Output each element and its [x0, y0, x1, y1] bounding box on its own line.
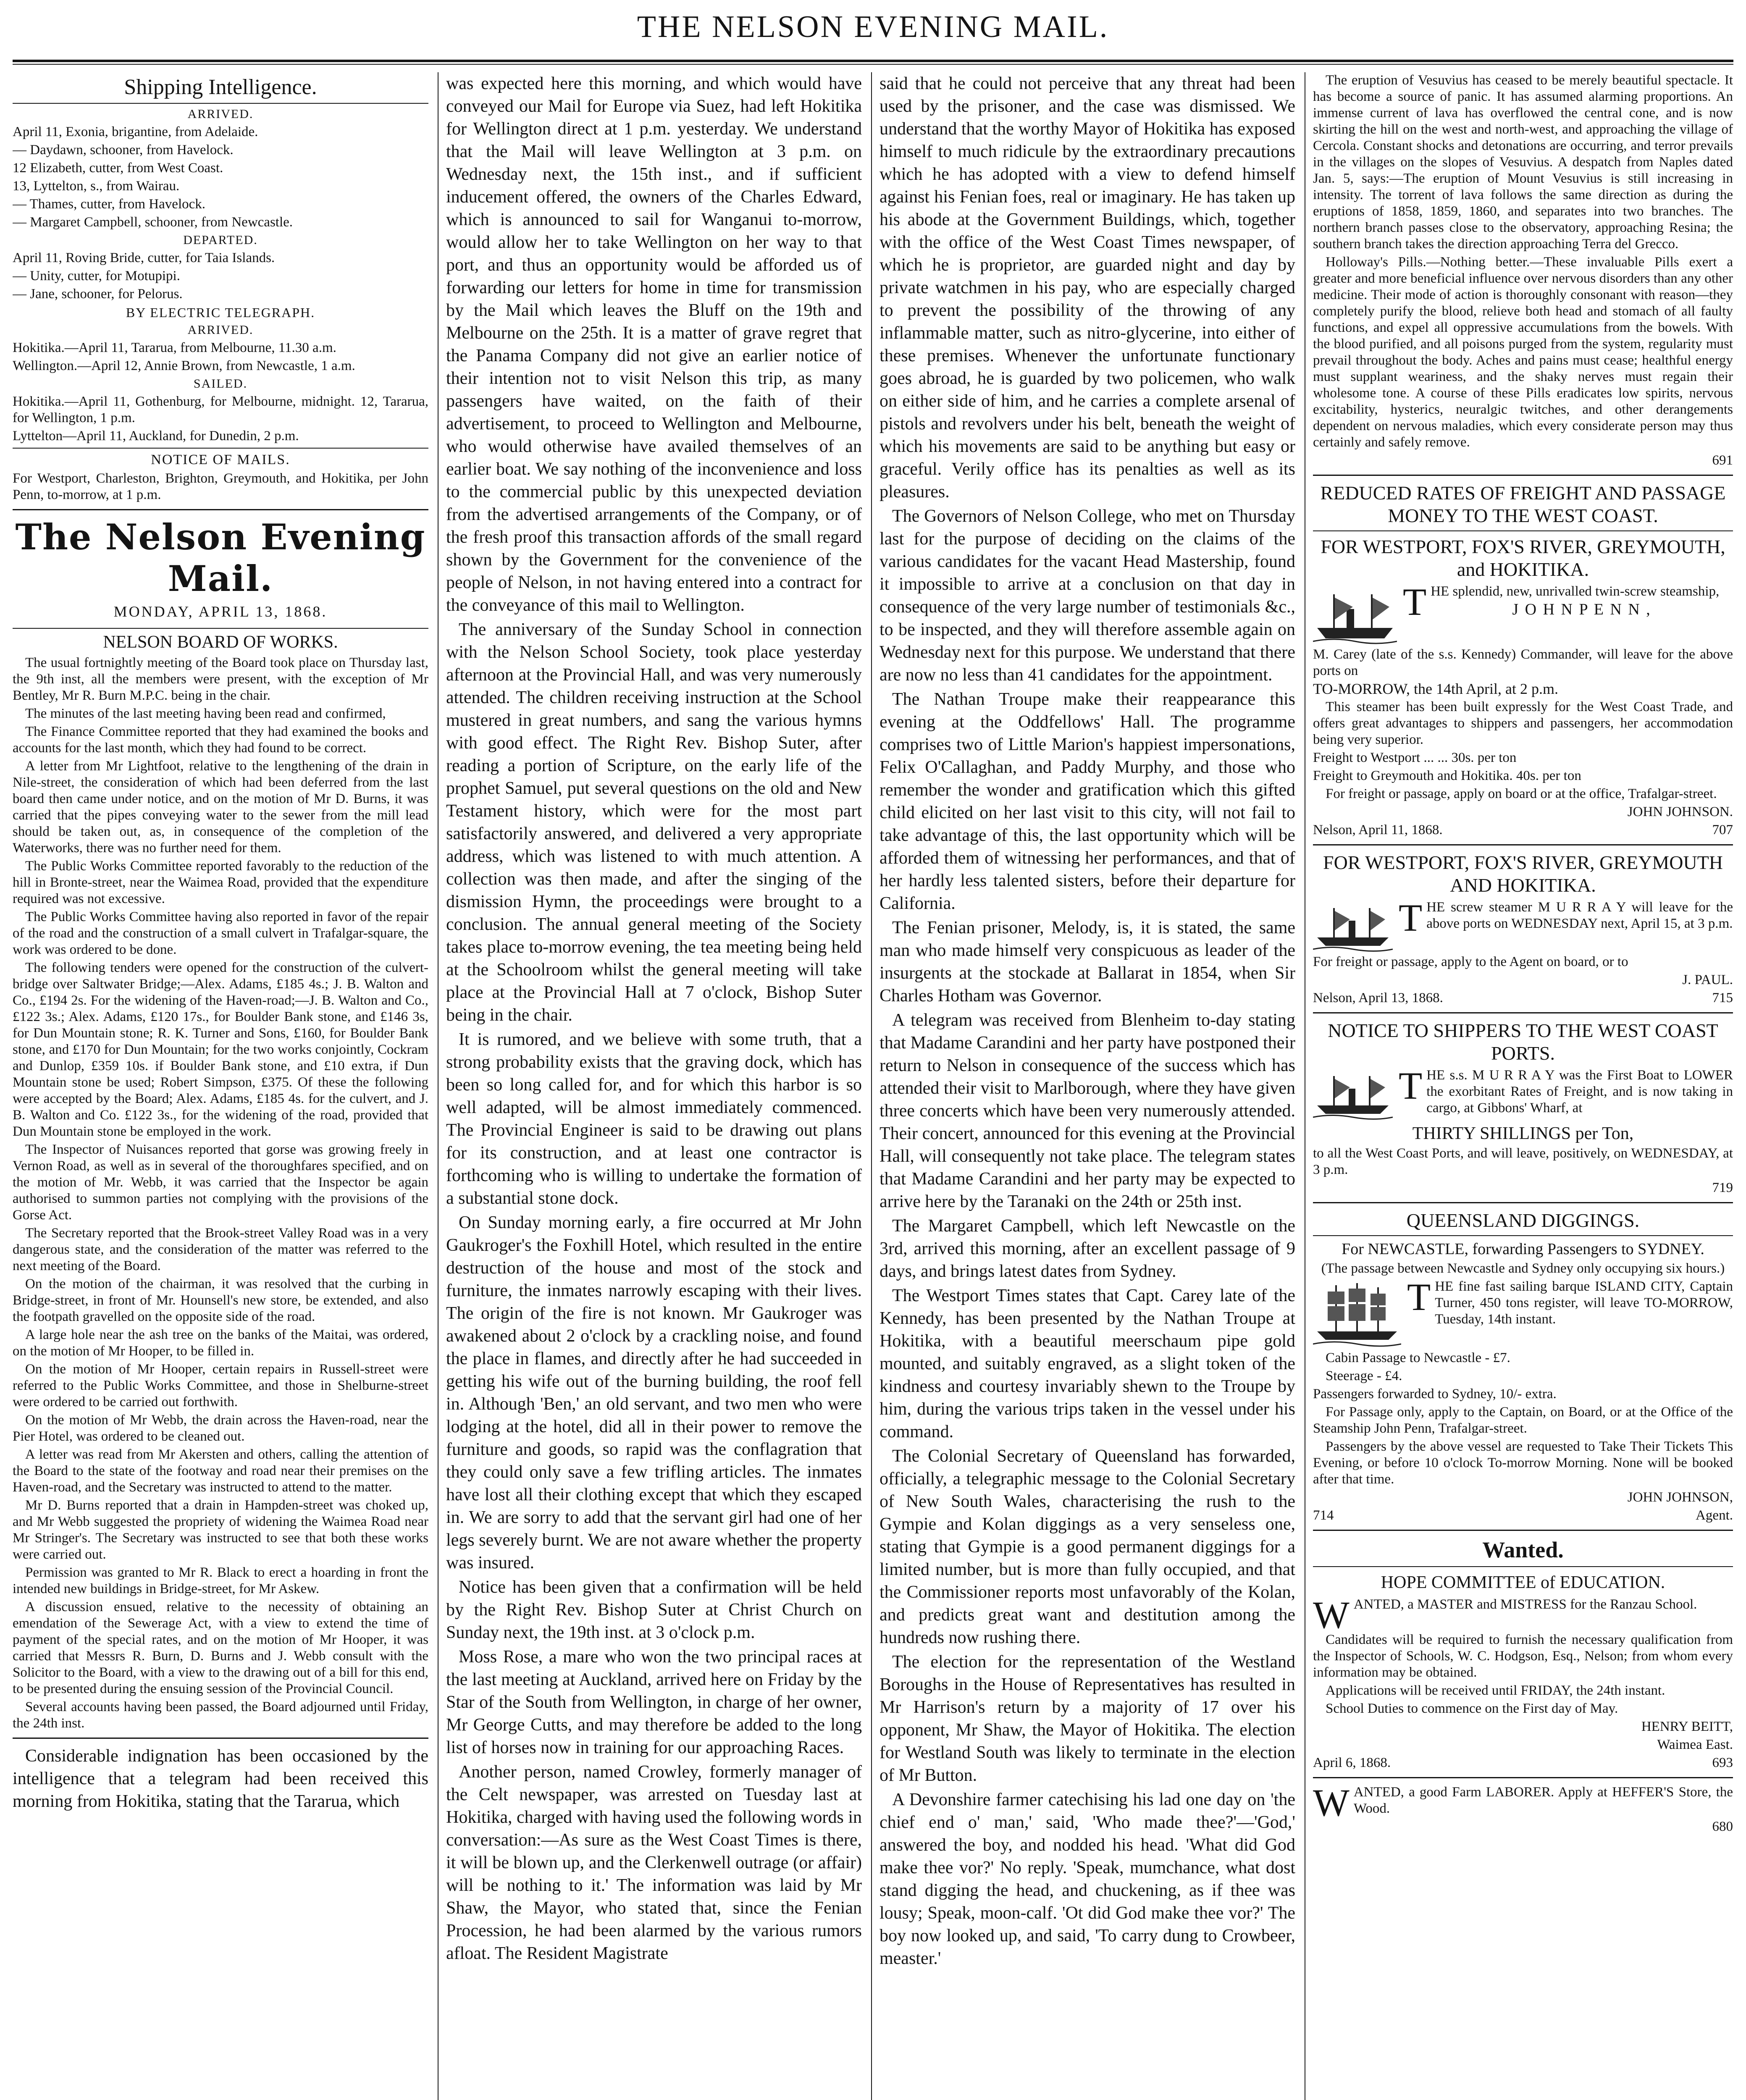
shipping-line: 13, Lyttelton, s., from Wairau.: [13, 178, 180, 194]
divider: [13, 448, 428, 449]
article-paragraph: A discussion ensued, relative to the necessity of obtaining an emendation of the Sewerage Act, with a view to extend the time of payment of the special rates, and on the motion of Mr Hooper, it was carried that Messrs R. Burn, D. Burns and J. Webb consult with the Solicitor to the Board, with a view to the drawing out of a bill for this end, to be presented during the ensuing session of the Provincial Council.: [13, 1599, 428, 1696]
divider: [1313, 475, 1733, 476]
article-paragraph: was expected here this morning, and which would have conveyed our Mail for Europe via Suez, had left Hokitika for Wellington direct at 1 p.m. yesterday. We understand that the Mail will leave Wellington at 3 p.m. on Wednesday next, the 15th inst., and if sufficient inducement offered, the owners of the Charles Edward, which is announced to sail for Wanganui to-morrow, would allow her to take Wellington on her way to that port, and thus an opportunity would be afforded us of forwarding our letters for home in time for transmission by the Mail which leaves the Bluff on the 19th and Melbourne on the 25th. It is a matter of grave regret that the Panama Company did not give an earlier notice of their intention not to visit Nelson this trip, as many passengers have waited, on the faith of their advertisement, to proceed to Wellington and Melbourne, who would otherwise have availed themselves of an earlier boat. We say nothing of the inconvenience and loss to the commercial public by this unexpected deviation from the advertised arrangements of the Company, or of the fresh proof this transaction affords of the small regard shown by the Government for the convenience of the people of Nelson, in not having entered into a contract for the conveyance of this mail to Wellington.: [446, 74, 862, 615]
price-line: THIRTY SHILLINGS per Ton,: [1412, 1124, 1634, 1143]
advertisement-text: This steamer has been built expressly for the West Coast Trade, and offers great advantages to shippers and passengers, her accommodation being very superior.: [1313, 699, 1733, 747]
ad-heading: NOTICE TO SHIPPERS TO THE WEST COAST PORTS.: [1328, 1020, 1718, 1064]
article-paragraph: The usual fortnightly meeting of the Board took place on Thursday last, the 9th inst, all the members were present, with the exception of Mr Bentley, Mr R. Burn M.P.C. being in the chair.: [13, 655, 428, 703]
ad-signature: JOHN JOHNSON.: [1627, 804, 1733, 819]
ad-agent: Agent.: [1696, 1508, 1733, 1523]
advertisement-text: ANTED, a good Farm LABORER. Apply at HEFFER'S Store, the Wood.: [1353, 1785, 1733, 1816]
advertisement-text: Applications will be received until FRIDAY, the 24th instant.: [1326, 1683, 1665, 1698]
article-paragraph: A letter from Mr Lightfoot, relative to the lengthening of the drain in Nile-street, the consideration of which had been deferred from the last board then came under notice, and on the motion of Mr D. Burns, it was carried that the pipes conveying water to the sewer from the mill lead should be taken out, as, in consequence of the completion of the Waterworks, there was no further need for them.: [13, 759, 428, 856]
board-heading: NELSON BOARD OF WORKS.: [103, 633, 338, 652]
wanted-heading: Wanted.: [1482, 1537, 1564, 1562]
fare-line: Steerage - £4.: [1326, 1368, 1402, 1383]
article-paragraph: A telegram was received from Blenheim to-day stating that Madame Carandini and her party have postponed their return to Nelson in consequence of the success which has attended their visit to Marlborough, where they have given three concerts which have been very numerously attended. Their concert, announced for this evening at the Provincial Hall, will consequently not take place. The telegram states that Madame Carandini and her party may be expected to arrive here by the Taranaki on the 24th or 25th inst.: [880, 1011, 1295, 1211]
article-paragraph: Notice has been given that a confirmation will be held by the Right Rev. Bishop Suter at Christ Church on Sunday next, the 19th inst. at 3 o'clock p.m.: [446, 1578, 862, 1642]
divider: [1313, 844, 1733, 845]
freight-line: Freight to Westport ... ... 30s. per ton: [1313, 750, 1517, 765]
steamship-icon: [1313, 902, 1393, 952]
shipping-line: — Jane, schooner, for Pelorus.: [13, 286, 183, 302]
article-paragraph: Permission was granted to Mr R. Black to erect a hoarding in front the intended new buildings in Bridge-street, for Mr Askew.: [13, 1565, 428, 1596]
article-paragraph: The Public Works Committee reported favorably to the reduction of the hill in Bronte-street, near the Waimea Road, provided that the expenditure required was not excessive.: [13, 858, 428, 906]
ad-heading: REDUCED RATES OF FREIGHT AND PASSAGE MONEY TO THE WEST COAST.: [1320, 482, 1726, 526]
masthead-rule: [13, 60, 1733, 62]
article-paragraph: The Inspector of Nuisances reported that gorse was growing freely in Vernon Road, as well as in several of the thoroughfares specified, and on the motion of Mr. Webb, it was carried that the Inspector be again authorised to summon parties not complying with the provisions of the Gorse Act.: [13, 1142, 428, 1223]
ad-number: 715: [1712, 990, 1733, 1005]
article-paragraph: The Westport Times states that Capt. Carey late of the Kennedy, has been presented by the Nathan Troupe at Hokitika, with a beautiful meerschaum pipe gold mounted, and suitably engraved, as a slight token of the kindness and courtesy invariably shewn to the Troupe by him, during the various trips taken in the vessel under his command.: [880, 1286, 1295, 1441]
sailing-ship-icon: [1313, 1281, 1401, 1348]
ad-date: Nelson, April 13, 1868.: [1313, 990, 1443, 1005]
issue-date: MONDAY, APRIL 13, 1868.: [113, 603, 328, 620]
divider: [13, 628, 428, 629]
shipping-line: Hokitika.—April 11, Tararua, from Melbourne, 11.30 a.m.: [13, 340, 336, 355]
ad-note: (The passage between Newcastle and Sydney only occupying six hours.): [1321, 1261, 1725, 1276]
column-divider: [871, 72, 872, 2100]
advertisement: [1313, 1593, 1733, 1771]
article-paragraph: The minutes of the last meeting having been read and confirmed,: [25, 706, 386, 721]
ad-footer: [1313, 822, 1733, 838]
divider: [1313, 1012, 1733, 1013]
advertisement: [1313, 1278, 1733, 1524]
ad-signature: J. PAUL.: [1682, 972, 1733, 987]
ad-heading: FOR WESTPORT, FOX'S RIVER, GREYMOUTH AND HOKITIKA.: [1323, 852, 1723, 896]
ad-signature: HENRY BEITT,: [1641, 1719, 1733, 1734]
shipping-line: Hokitika.—April 11, Gothenburg, for Melbourne, midnight. 12, Tararua, for Wellington, 1 p.m.: [13, 394, 428, 425]
tel-arrived-label: ARRIVED.: [187, 323, 254, 337]
article-paragraph: A large hole near the ash tree on the banks of the Maitai, was ordered, on the motion of Mr Hooper, to be filled in.: [13, 1327, 428, 1359]
divider: [13, 509, 428, 510]
advertisement-text: Holloway's Pills.—Nothing better.—These invaluable Pills exert a greater and more beneficial influence over nervous disorders than any other medicine. Their mode of action is thoroughly consonant with reason—they completely purify the blood, relieve both head and stomach of all faulty functions, and expel all oppressive accumulations from the bowels. With the blood purified, and all poisons purged from the system, regularity must prevail throughout the body. Aches and pains must cease; healthful energy must supplant weariness, and the shaky nerves must regain their wholesome tone. A course of these Pills eradicates low spirits, nervous excitability, hysterics, neuralgic twitches, and other derangements dependent on nervous maladies, which every considerate person may thus certainly and safely remove.: [1313, 255, 1733, 450]
advertisement-text: to all the West Coast Ports, and will leave, positively, on WEDNESDAY, at 3 p.m.: [1313, 1146, 1733, 1177]
article-paragraph: The Secretary reported that the Brook-street Valley Road was in a very dangerous state, and the consideration of the matter was referred to the next meeting of the Board.: [13, 1226, 428, 1273]
article-paragraph: A letter was read from Mr Akersten and others, calling the attention of the Board to the state of the footway and road near their premises on the Haven-road, and the Secretary was instructed to attend to the matter.: [13, 1447, 428, 1495]
article-paragraph: Several accounts having been passed, the Board adjourned until Friday, the 24th inst.: [13, 1699, 428, 1731]
article-paragraph: The following tenders were opened for the construction of the culvert-bridge over Saltwater Bridge;—Alex. Adams, £185 4s.; J. B. Walton and Co., £194 2s. For the widening of the Haven-road;—J. B. Walton and Co., £122 3s.; Alex. Adams, £120 17s., for Boulder Bank stone, and £146 3s, for Dun Mountain stone; R. K. Turner and Sons, £160, for Boulder Bank stone, and £170 for Dun Mountain; for the two works conjointly, Cockram and Dunlop, £359 10s. if Boulder Bank stone, and £10 extra, if Dun Mountain stone be used; Robert Simpson, £375. Of these the following were accepted by the Board; Alex. Adams, £185 4s. for the culvert, and J. B. Walton and Co. £122 3s., for the widening of the road, provided that Dun Mountain stone be employed in the work.: [13, 960, 428, 1139]
ad-footer: [1313, 1507, 1733, 1524]
masthead-rule-thin: [13, 64, 1733, 65]
advertisement-text: HE s.s. M U R R A Y was the First Boat to LOWER the exorbitant Rates of Freight, and is now taking in cargo, at Gibbons' Wharf, at: [1426, 1068, 1733, 1116]
advertisement: [1313, 1781, 1733, 1837]
divider: [1313, 1566, 1733, 1567]
ad-subheading: For NEWCASTLE, forwarding Passengers to SYDNEY.: [1342, 1240, 1704, 1258]
steamship-icon: [1313, 1070, 1393, 1120]
shipping-line: April 11, Exonia, brigantine, from Adelaide.: [13, 124, 258, 139]
fare-line: Cabin Passage to Newcastle - £7.: [1326, 1350, 1510, 1365]
ad-number: 680: [1712, 1819, 1733, 1834]
divider: [1313, 1777, 1733, 1778]
article-paragraph: The Fenian prisoner, Melody, is, it is stated, the same man who made himself very conspicuous as leader of the insurgents at the stockade at Ballarat in 1854, when Sir Charles Hotham was Governor.: [880, 918, 1295, 1005]
divider: [13, 1738, 428, 1739]
article-paragraph: A Devonshire farmer catechising his lad one day on 'the chief end o' man,' said, 'Who made thee?'—'God,' answered the boy, and nodded his head. 'What did God make thee vor?' No reply. 'Speak, mumchance, what dost stand digging the head, and chuckening, as if thee was lousy; Speak, moon-calf. 'Ot did God make thee vor?' The boy now looked up, and said, 'To carry dung to Crowbeer, measter.': [880, 1790, 1295, 1968]
ad-number: 691: [1712, 453, 1733, 468]
column-1: [13, 72, 428, 2100]
article-paragraph: said that he could not perceive that any threat had been used by the prisoner, and the case was dismissed. We understand that the worthy Mayor of Hokitika has exposed himself to much ridicule by the extraordinary precautions which he has adopted with a view to defend himself against his Fenian foes, real or imaginary. He has taken up his abode at the Government Buildings, which, together with the office of the West Coast Times newspaper, of which he is proprietor, are guarded night and day by private watchmen in his pay, who are especially charged to prevent the possibility of the throwing of any inflammable matter, such as nitro-glycerine, into either of these premises. Whenever the unfortunate functionary goes abroad, he is guarded by two policemen, who walk on either side of him, and he carries a complete arsenal of pistols and revolvers under his belt, beneath the weight of which his movements are said to be anything but easy or graceful. Verily office has its penalties as well as its pleasures.: [880, 74, 1295, 501]
column-4: [1313, 72, 1733, 2100]
ad-signature: JOHN JOHNSON,: [1627, 1490, 1733, 1505]
article-paragraph: The Governors of Nelson College, who met on Thursday last for the purpose of deciding on the claims of the various candidates for the vacant Head Mastership, found it impossible to arrive at a conclusion on that day in consequence of the very large number of testimonials &c., to be inspected, and they will therefore assemble again on Wednesday next for this purpose. We understand that there are now no less than 41 candidates for the appointment.: [880, 507, 1295, 685]
advertisement-text: School Duties to commence on the First day of May.: [1326, 1701, 1618, 1716]
article-paragraph: The Margaret Campbell, which left Newcastle on the 3rd, arrived this morning, after an excellent passage of 9 days, and brings latest dates from Sydney.: [880, 1216, 1295, 1281]
telegraph-label: BY ELECTRIC TELEGRAPH.: [126, 305, 315, 320]
tel-sailed-label: SAILED.: [193, 377, 248, 391]
shipping-line: Wellington.—April 12, Annie Brown, from Newcastle, 1 a.m.: [13, 358, 355, 373]
fare-line: Passengers forwarded to Sydney, 10/- extra.: [1313, 1386, 1557, 1402]
ad-number: 714: [1313, 1508, 1334, 1523]
advertisement-text: HE screw steamer M U R R A Y will leave for the above ports on WEDNESDAY next, April 15, at 3 p.m.: [1426, 900, 1733, 931]
advertisement-text: For freight or passage, apply on board or at the office, Trafalgar-street.: [1326, 786, 1717, 801]
article-paragraph: The Public Works Committee having also reported in favor of the repair of the road and the construction of a small culvert in Trafalgar-square, the work was ordered to be done.: [13, 909, 428, 957]
drop-cap: W: [1313, 1593, 1350, 1636]
advertisement-text: TO-MORROW, the 14th April, at 2 p.m.: [1313, 680, 1558, 697]
column-2: [446, 72, 862, 2100]
divider: [13, 103, 428, 104]
ad-heading: FOR WESTPORT, FOX'S RIVER, GREYMOUTH, and HOKITIKA.: [1321, 536, 1725, 580]
ad-number: 719: [1712, 1180, 1733, 1195]
shipping-line: April 11, Roving Bride, cutter, for Taia Islands.: [13, 250, 275, 265]
steamship-icon: [1313, 586, 1397, 645]
drop-cap: T: [1403, 580, 1427, 623]
article-paragraph: Another person, named Crowley, formerly manager of the Celt newspaper, was arrested on Tuesday last at Hokitika, charged with having used the following words in conversation:—As sure as the West Coast Times is there, it will be blown up, and the Clerkenwell outrage (or affair) will be nothing to it.' The information was laid by Mr Shaw, the Mayor, who stated that, since the Fenian Procession, he had been alarmed by the various rumors afloat. The Resident Magistrate: [446, 1762, 862, 1963]
ad-number: 693: [1712, 1755, 1733, 1770]
ship-name: J O H N P E N N ,: [1512, 601, 1651, 618]
article-paragraph: The Nathan Troupe make their reappearance this evening at the Oddfellows' Hall. The programme comprises two of Little Marion's happiest impersonations, Felix O'Callaghan, and Paddy Murphy, and those who remember the wonder and gratification which this gifted child elicited on her last visit to this city, will not fail to take advantage of this, the last opportunity which will be afforded them of witnessing her performances, and that of her hardly less talented sisters, before their departure for California.: [880, 690, 1295, 913]
paper-title: The Nelson Evening Mail.: [15, 516, 426, 599]
advertisement-text: HE splendid, new, unrivalled twin-screw steamship,: [1431, 584, 1720, 599]
article-paragraph: On the motion of Mr Hooper, certain repairs in Russell-street were referred to the Public Works Committee, and those in Shelburne-street were ordered to be carried out forthwith.: [13, 1362, 428, 1410]
divider: [1313, 1530, 1733, 1531]
advertisement: [1313, 1064, 1733, 1196]
divider: [1313, 1202, 1733, 1203]
ad-footer: [1313, 1755, 1733, 1771]
shipping-line: — Margaret Campbell, schooner, from Newcastle.: [13, 215, 293, 230]
divider: [1313, 1235, 1733, 1236]
shipping-heading: Shipping Intelligence.: [124, 75, 317, 99]
ad-date: April 6, 1868.: [1313, 1755, 1391, 1770]
advertisement: [1313, 580, 1733, 838]
newspaper-title: THE NELSON EVENING MAIL.: [637, 10, 1109, 44]
article-paragraph: Moss Rose, a mare who won the two principal races at the last meeting at Auckland, arrived here on Friday by the Star of the South from Wellington, in charge of her owner, Mr George Cutts, and may therefore be added to the long list of horses now in training for our approaching Races.: [446, 1647, 862, 1757]
article-paragraph: On Sunday morning early, a fire occurred at Mr John Gaukroger's the Foxhill Hotel, which resulted in the entire destruction of the house and most of the stock and furniture, the inmates narrowly escaping with their lives. The origin of the fire is not known. Mr Gaukroger was awakened about 2 o'clock by a crackling noise, and found the place in flames, and directly after he had succeeded in getting his wife out of the burning building, the roof fell in. Although 'Ben,' an old servant, and two men who were lodging at the hotel, did all in their power to remove the furniture and goods, so rapid was the conflagration that they could only save a few trifling articles. The inmates have lost all their clothing except that which they escaped in. We are sorry to add that the servant girl had one of her legs severely burnt. We are not aware whether the property was insured.: [446, 1213, 862, 1572]
departed-label: DEPARTED.: [183, 233, 258, 247]
article-paragraph: Considerable indignation has been occasioned by the intelligence that a telegram had been received this morning from Hokitika, stating that the Tararua, which: [13, 1746, 428, 1811]
advertisement: [1313, 896, 1733, 1006]
shipping-line: — Unity, cutter, for Motupipi.: [13, 268, 180, 284]
shipping-line: — Daydawn, schooner, from Havelock.: [13, 142, 234, 158]
article-paragraph: It is rumored, and we believe with some truth, that a strong probability exists that the graving dock, which has been so long called for, and for which this harbor is so well adapted, will be almost immediately commenced. The Provincial Engineer is said to be drawing out plans for its construction, and at least one contractor is forthcoming who is willing to undertake the formation of a substantial stone dock.: [446, 1030, 862, 1208]
article-paragraph: The anniversary of the Sunday School in connection with the Nelson School Society, took place yesterday afternoon at the Provincial Hall, and was very numerously attended. The children receiving instruction at the School mustered in great numbers, and sang the various hymns with good effect. The Right Rev. Bishop Suter, after reading a portion of Scripture, on the early life of the prophet Samuel, put several questions on the old and New Testament history, which were for the most part satisfactorily answered, and delivered a very appropriate address, which was listened to with much attention. A collection was then made, and after the singing of the dismission Hymn, the proceedings were brought to a conclusion. The annual general meeting of the Society takes place to-morrow evening, the tea meeting being held at the Schoolroom whilst the general meeting will take place at the Provincial Hall at 7 o'clock, Bishop Suter being in the chair.: [446, 620, 862, 1025]
advertisement-text: HE fine fast sailing barque ISLAND CITY, Captain Turner, 450 tons register, will leave TO-MORROW, Tuesday, 14th instant.: [1435, 1279, 1733, 1327]
advertisement-text: ANTED, a MASTER and MISTRESS for the Ranzau School.: [1353, 1597, 1697, 1612]
masthead: [0, 0, 1746, 50]
mails-heading: NOTICE OF MAILS.: [151, 452, 290, 467]
article-paragraph: The Colonial Secretary of Queensland has forwarded, officially, a telegraphic message to the Colonial Secretary of New South Wales, characterising the rush to the Gympie and Kolan diggings as a very senseless one, stating that Gympie is a good permanent diggings for a limited number, but is more than fully occupied, and that the Commissioner reports most unfavorably of the Kolan, and predicts great want and destitution among the hundreds now rushing there.: [880, 1446, 1295, 1647]
shipping-line: — Thames, cutter, from Havelock.: [13, 197, 206, 212]
ad-date: Nelson, April 11, 1868.: [1313, 822, 1443, 837]
shipping-line: Lyttelton—April 11, Auckland, for Dunedin, 2 p.m.: [13, 428, 299, 444]
divider: [1313, 530, 1733, 531]
advertisement-text: For freight or passage, apply to the Agent on board, or to: [1313, 954, 1628, 969]
freight-line: Freight to Greymouth and Hokitika. 40s. per ton: [1313, 768, 1581, 783]
advertisement-text: Passengers by the above vessel are requested to Take Their Tickets This Evening, or before 10 o'clock To-morrow Morning. None will be booked after that time.: [1313, 1439, 1733, 1487]
article-paragraph: The Finance Committee reported that they had examined the books and accounts for the last month, which they had found to be correct.: [13, 724, 428, 756]
advertisement-text: Candidates will be required to furnish the necessary qualification from the Inspector of Schools, W. C. Hodgson, Esq., Nelson; from whom every information may be obtained.: [1313, 1632, 1733, 1680]
advertisement-text: For Passage only, apply to the Captain, on Board, or at the Office of the Steamship John Penn, Trafalgar-street.: [1313, 1404, 1733, 1436]
ad-heading: HOPE COMMITTEE of EDUCATION.: [1381, 1573, 1665, 1592]
column-3: [880, 72, 1295, 2100]
ad-footer: [1313, 990, 1733, 1006]
ad-heading: QUEENSLAND DIGGINGS.: [1406, 1210, 1640, 1231]
shipping-line: 12 Elizabeth, cutter, from West Coast.: [13, 160, 223, 176]
article-paragraph: On the motion of the chairman, it was resolved that the curbing in Bridge-street, in front of Mr. Hounsell's new store, be extended, and also the footpath gravelled on the opposite side of the road.: [13, 1276, 428, 1324]
arrived-label: ARRIVED.: [187, 107, 254, 121]
drop-cap: T: [1399, 1064, 1423, 1107]
drop-cap: W: [1313, 1781, 1350, 1824]
drop-cap: T: [1407, 1276, 1431, 1318]
article-paragraph: Mr D. Burns reported that a drain in Hampden-street was choked up, and Mr Webb suggested the propriety of widening the Waimea Road near Mr Stringer's. The Secretary was instructed to see that both these works were carried out.: [13, 1498, 428, 1562]
mails-text: For Westport, Charleston, Brighton, Greymouth, and Hokitika, per John Penn, to-morrow, at 1 p.m.: [13, 471, 428, 502]
article-paragraph: The election for the representation of the Westland Boroughs in the House of Representatives has resulted in Mr Harrison's return by a majority of 17 over his opponent, Mr Shaw, the Mayor of Hokitika. The election for Westland South was likely to terminate in the election of Mr Button.: [880, 1652, 1295, 1785]
article-paragraph: The eruption of Vesuvius has ceased to be merely beautiful spectacle. It has become a source of panic. It has assumed alarming proportions. An immense current of lava has overflowed the central cone, and is now skirting the hill on the west and north-west, and approaching the village of Cercola. Constant shocks and detonations are occurring, and terror prevails in the villages on the slopes of Vesuvius. A despatch from Naples dated Jan. 5, says:—The eruption of Mount Vesuvius is still increasing in intensity. The torrent of lava follows the same direction as during the eruptions of 1858, 1859, 1860, and separates into two branches. The northern branch passes close to the observatory, approaching Resina; the southern branch takes the direction approaching Terra del Grecco.: [1313, 73, 1733, 252]
drop-cap: T: [1399, 896, 1423, 939]
advertisement-text: M. Carey (late of the s.s. Kennedy) Commander, will leave for the above ports on: [1313, 647, 1733, 678]
article-paragraph: On the motion of Mr Webb, the drain across the Haven-road, near the Pier Hotel, was ordered to be cleaned out.: [13, 1412, 428, 1444]
ad-number: 707: [1712, 822, 1733, 837]
ad-place: Waimea East.: [1657, 1737, 1733, 1752]
